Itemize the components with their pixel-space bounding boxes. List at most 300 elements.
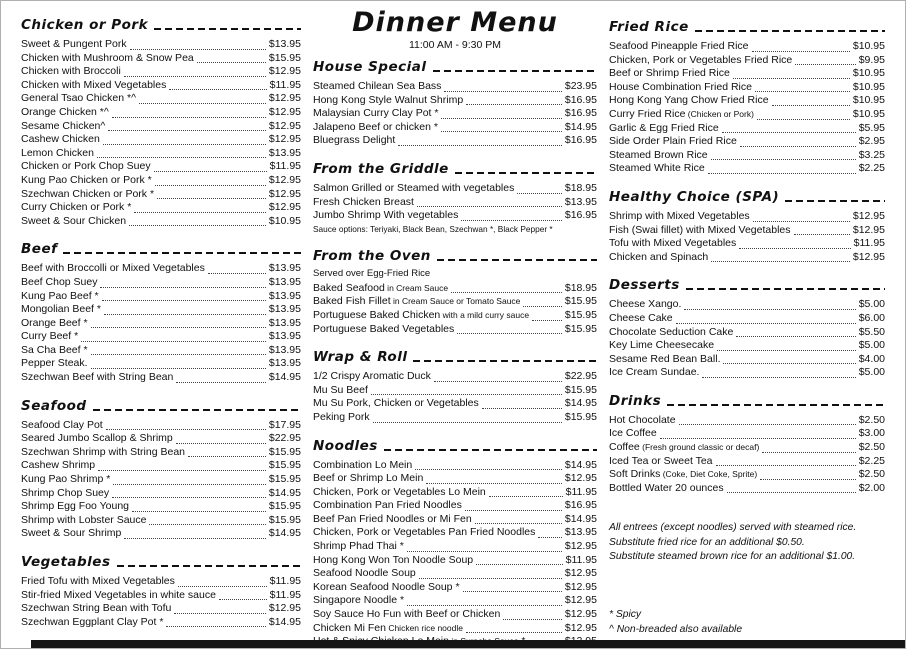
- menu-item: [313, 499, 597, 513]
- item-name: Kung Pao Shrimp *: [21, 473, 111, 486]
- menu-column-left: [21, 1, 301, 642]
- item-name: Baked Seafood in Cream Sauce: [313, 281, 449, 294]
- dot-leader: [708, 173, 856, 174]
- item-price: $12.95: [268, 65, 301, 78]
- menu-item: [609, 81, 885, 95]
- dot-leader: [489, 496, 563, 497]
- item-name: Malaysian Curry Clay Pot *: [313, 107, 439, 120]
- item-price: $12.95: [564, 594, 597, 607]
- item-price: $2.95: [858, 135, 885, 148]
- item-price: $14.95: [268, 527, 301, 540]
- menu-item: [609, 210, 885, 224]
- menu-item: [609, 135, 885, 149]
- item-price: $22.95: [564, 370, 597, 383]
- dot-leader: [100, 287, 265, 288]
- menu-item: [21, 262, 301, 276]
- item-name: Fish (Swai fillet) with Mixed Vegetables: [609, 223, 791, 236]
- dot-leader: [752, 51, 850, 52]
- footnote: All entrees (except noodles) served with steamed rice.: [609, 522, 857, 534]
- menu-item: [21, 487, 301, 501]
- menu-section: [21, 17, 301, 228]
- item-name: Side Order Plain Fried Rice: [609, 135, 737, 148]
- item-price: $18.95: [564, 181, 597, 194]
- footnote: Substitute steamed brown rice for an additional $1.00.: [609, 551, 856, 563]
- menu-item: [313, 397, 597, 411]
- dot-leader: [463, 591, 562, 592]
- section-title: Vegetables: [21, 554, 111, 570]
- item-price: $5.00: [858, 339, 885, 352]
- menu-item: [313, 209, 597, 223]
- section-header: [313, 349, 597, 365]
- item-name: Chicken and Spinach: [609, 250, 709, 263]
- dot-leader: [476, 564, 563, 565]
- menu-item: [313, 323, 597, 337]
- menu-column-right: [609, 1, 885, 637]
- dot-leader: [104, 314, 266, 315]
- menu-item: [609, 326, 885, 340]
- menu-item: [609, 237, 885, 251]
- dot-leader: [757, 119, 850, 120]
- item-name: House Combination Fried Rice: [609, 80, 752, 93]
- section-subnote: Served over Egg-Fried Rice: [313, 267, 431, 279]
- dot-leader: [112, 497, 266, 498]
- item-name: Sesame Red Bean Ball.: [609, 352, 721, 365]
- footnote: Substitute fried rice for an additional $0.50.: [609, 536, 805, 548]
- item-name: Sweet & Pungent Pork: [21, 38, 127, 50]
- section-title: Wrap & Roll: [313, 349, 408, 366]
- item-name: Bottled Water 20 ounces: [609, 481, 724, 494]
- item-price: $5.95: [858, 121, 885, 134]
- item-name: Combination Lo Mein: [313, 458, 413, 471]
- menu-item: [21, 473, 301, 487]
- menu-item: [313, 282, 597, 296]
- menu-section: [313, 248, 597, 336]
- menu-item: [313, 459, 597, 473]
- dot-leader: [717, 350, 856, 351]
- menu-item: [21, 527, 301, 541]
- item-name: Kung Pao Beef *: [21, 289, 99, 302]
- menu-item: [609, 149, 885, 163]
- dot-leader: [139, 103, 266, 104]
- bottom-rule-bar: [31, 640, 905, 648]
- item-name: Ice Coffee: [609, 427, 657, 440]
- dot-leader: [178, 586, 267, 587]
- item-name: Sweet & Sour Chicken: [21, 214, 127, 227]
- menu-item: [313, 581, 597, 595]
- dot-leader: [517, 193, 562, 194]
- dot-leader: [157, 198, 266, 199]
- item-name: Chicken, Pork or Vegetables Fried Rice: [609, 53, 793, 66]
- section-title: Beef: [21, 241, 58, 258]
- section-header: [313, 161, 597, 177]
- menu-item: [313, 554, 597, 568]
- menu-item: [21, 616, 301, 630]
- item-name-small: in Cream Sauce: [384, 282, 449, 293]
- dot-leader: [129, 225, 266, 226]
- item-price: $18.95: [564, 281, 597, 294]
- menu-item: [609, 312, 885, 326]
- item-name: Soy Sauce Ho Fun with Beef or Chicken: [313, 608, 501, 621]
- menu-column-center: [313, 1, 597, 649]
- menu-section: [313, 349, 597, 424]
- item-price: $15.95: [268, 473, 301, 486]
- dot-leader: [91, 368, 266, 369]
- item-name: Sweet & Sour Shrimp: [21, 527, 122, 540]
- item-name: Jalapeno Beef or chicken *: [313, 120, 438, 133]
- section-header: [21, 17, 301, 33]
- menu-item: [313, 526, 597, 540]
- menu-item: [313, 121, 597, 135]
- dot-leader: [679, 424, 856, 425]
- menu-item: [313, 608, 597, 622]
- item-name: Steamed Chilean Sea Bass: [313, 80, 442, 92]
- dot-leader: [149, 524, 265, 525]
- item-price: $2.25: [858, 162, 885, 175]
- item-name: Chicken with Broccoli: [21, 65, 121, 78]
- menu-item: [21, 188, 301, 202]
- section-title: House Special: [313, 59, 427, 75]
- menu-item: [21, 160, 301, 174]
- menu-item: [21, 344, 301, 358]
- item-name: Fresh Chicken Breast: [313, 195, 414, 208]
- item-name: Curry Fried Rice (Chicken or Pork): [609, 107, 754, 120]
- dot-leader: [727, 492, 856, 493]
- item-price: $14.95: [268, 615, 301, 628]
- menu-section: [313, 59, 597, 148]
- dot-leader: [197, 62, 266, 63]
- menu-item: [609, 40, 885, 54]
- item-price: $12.95: [564, 608, 597, 621]
- item-price: $3.25: [858, 148, 885, 161]
- item-price: $14.95: [268, 371, 301, 384]
- menu-item: [609, 54, 885, 68]
- menu-item: [313, 567, 597, 581]
- dot-leader: [733, 78, 850, 79]
- item-price: $10.95: [852, 94, 885, 107]
- item-name: Lemon Chicken: [21, 146, 94, 159]
- item-name: Cashew Shrimp: [21, 459, 96, 472]
- menu-item: [609, 298, 885, 312]
- menu-item: [609, 224, 885, 238]
- dash-rule: [154, 28, 301, 30]
- dot-leader: [208, 273, 266, 274]
- dot-leader: [419, 578, 562, 579]
- menu-section: [313, 161, 597, 235]
- section-title: Noodles: [313, 437, 378, 454]
- menu-item: [609, 414, 885, 428]
- item-name: Hot Chocolate: [609, 413, 676, 426]
- item-price: $2.50: [858, 413, 885, 426]
- dot-leader: [188, 456, 266, 457]
- item-price: $23.95: [564, 80, 597, 92]
- item-name: Portuguese Baked Vegetables: [313, 322, 455, 335]
- item-name: Ice Cream Sundae.: [609, 366, 700, 379]
- menu-item: [313, 182, 597, 196]
- legend-non-breaded: ^ Non-breaded also available: [609, 623, 743, 635]
- item-price: $4.00: [858, 352, 885, 365]
- section-title: Desserts: [609, 277, 680, 294]
- section-header: [313, 59, 597, 75]
- item-name: Tofu with Mixed Vegetables: [609, 237, 737, 250]
- item-price: $12.95: [268, 602, 301, 615]
- dot-leader: [684, 309, 855, 310]
- item-name-small: with a mild curry sauce: [440, 309, 530, 320]
- item-name: Singapore Noodle *: [313, 594, 405, 607]
- item-price: $5.50: [858, 325, 885, 338]
- item-price: $13.95: [268, 262, 301, 275]
- item-price: $22.95: [268, 432, 301, 445]
- menu-item: [313, 107, 597, 121]
- menu-section: [609, 393, 885, 496]
- item-name: Shrimp with Lobster Sauce: [21, 513, 147, 526]
- item-price: $12.95: [852, 209, 885, 222]
- item-name: Steamed Brown Rice: [609, 148, 708, 161]
- item-price: $15.95: [564, 383, 597, 396]
- menu-item: [609, 67, 885, 81]
- item-price: $10.95: [268, 214, 301, 227]
- dash-rule: [433, 70, 598, 72]
- menu-section: [609, 19, 885, 176]
- item-name: Szechwan Chicken or Pork *: [21, 187, 155, 200]
- menu-item: [609, 339, 885, 353]
- item-name: Chicken, Pork or Vegetables Pan Fried Noodles: [313, 526, 536, 539]
- item-price: $2.00: [858, 481, 885, 494]
- dot-leader: [132, 511, 266, 512]
- menu-item: [609, 482, 885, 496]
- item-name: Seafood Clay Pot: [21, 418, 103, 431]
- dot-leader: [736, 336, 855, 337]
- dot-leader: [503, 619, 562, 620]
- symbol-legend: [609, 607, 885, 637]
- section-header: [313, 248, 597, 264]
- dot-leader: [373, 422, 562, 423]
- dot-leader: [398, 145, 562, 146]
- section-title: Fried Rice: [609, 19, 689, 35]
- dot-leader: [538, 537, 562, 538]
- item-price: $12.95: [564, 580, 597, 593]
- item-name: Shrimp Chop Suey: [21, 486, 110, 499]
- dot-leader: [532, 320, 562, 321]
- menu-item: [609, 122, 885, 136]
- item-price: $12.95: [564, 540, 597, 553]
- item-price: $14.95: [564, 120, 597, 133]
- item-name: Curry Chicken or Pork *: [21, 201, 132, 214]
- item-name: Beef Chop Suey: [21, 275, 98, 288]
- menu-item: [21, 106, 301, 120]
- dot-leader: [166, 626, 265, 627]
- item-name: Soft Drinks (Coke, Diet Coke, Sprite): [609, 468, 758, 481]
- item-price: $12.95: [564, 621, 597, 634]
- item-name: Chocolate Seduction Cake: [609, 325, 734, 338]
- item-price: $13.95: [268, 357, 301, 370]
- item-name: Hong Kong Yang Chow Fried Rice: [609, 94, 769, 107]
- item-name: Mu Su Pork, Chicken or Vegetables: [313, 397, 479, 410]
- item-name: Chicken with Mushroom & Snow Pea: [21, 51, 194, 64]
- item-name: Seafood Noodle Soup: [313, 567, 416, 580]
- item-name: Beef with Broccolli or Mixed Vegetables: [21, 262, 205, 275]
- dash-rule: [686, 288, 885, 290]
- dot-leader: [124, 76, 266, 77]
- item-price: $15.95: [268, 513, 301, 526]
- dot-leader: [451, 292, 562, 293]
- legend-spicy: * Spicy: [609, 608, 642, 620]
- item-price: $14.95: [564, 458, 597, 471]
- item-name: Baked Fish Fillet in Cream Sauce or Tomato Sauce: [313, 295, 521, 308]
- item-price: $12.95: [268, 173, 301, 186]
- item-name: Cheese Xango.: [609, 298, 682, 311]
- item-price: $9.95: [858, 53, 885, 66]
- menu-item: [21, 602, 301, 616]
- item-name: Seared Jumbo Scallop & Shrimp: [21, 432, 173, 445]
- dot-leader: [112, 117, 266, 118]
- dot-leader: [91, 327, 266, 328]
- dot-leader: [426, 483, 562, 484]
- dot-leader: [676, 323, 856, 324]
- section-header: [21, 554, 301, 570]
- item-name: Curry Beef *: [21, 330, 79, 343]
- dot-leader: [130, 49, 266, 50]
- item-name: Hong Kong Style Walnut Shrimp: [313, 93, 464, 106]
- item-name: Garlic & Egg Fried Rice: [609, 121, 719, 134]
- dot-leader: [154, 171, 267, 172]
- menu-item: [609, 468, 885, 482]
- item-note: Sauce options: Teriyaki, Black Bean, Szechwan *, Black Pepper *: [313, 223, 553, 234]
- item-price: $13.95: [268, 330, 301, 343]
- dash-rule: [695, 30, 885, 32]
- dot-leader: [444, 91, 561, 92]
- menu-item: [21, 174, 301, 188]
- menu-item: [21, 201, 301, 215]
- dot-leader: [772, 105, 850, 106]
- menu-item: [313, 196, 597, 210]
- dot-leader: [219, 599, 267, 600]
- item-name: Hong Kong Won Ton Noodle Soup: [313, 553, 474, 566]
- dot-leader: [465, 510, 562, 511]
- dot-leader: [97, 157, 266, 158]
- item-name: Pepper Steak.: [21, 357, 88, 370]
- dash-rule: [117, 565, 302, 567]
- section-header: [609, 393, 885, 409]
- menu-item: [313, 295, 597, 309]
- item-name: Beef Pan Fried Noodles or Mi Fen: [313, 512, 472, 525]
- dot-leader: [417, 206, 562, 207]
- section-title: Drinks: [609, 392, 662, 409]
- item-name: Mu Su Beef: [313, 383, 368, 396]
- item-name: Chicken, Pork or Vegetables Lo Mein: [313, 485, 486, 498]
- dot-leader: [134, 212, 266, 213]
- item-name: Shrimp with Mixed Vegetables: [609, 209, 750, 222]
- item-price: $12.95: [268, 133, 301, 146]
- item-name: Jumbo Shrimp With vegetables: [313, 209, 459, 222]
- menu-item: [313, 540, 597, 554]
- item-name: Coffee (Fresh ground classic or decaf): [609, 441, 760, 454]
- item-price: $10.95: [852, 107, 885, 120]
- dot-leader: [762, 452, 855, 453]
- item-name-small: (Fresh ground classic or decaf): [639, 442, 760, 453]
- dot-leader: [155, 185, 266, 186]
- item-name: Sesame Chicken^: [21, 119, 106, 132]
- dash-rule: [785, 200, 885, 202]
- section-header: [21, 398, 301, 414]
- menu-item: [313, 134, 597, 148]
- item-price: $14.95: [268, 486, 301, 499]
- menu-item: [609, 108, 885, 122]
- menu-column-right-sections: [609, 19, 885, 495]
- menu-item: [21, 419, 301, 433]
- dot-leader: [711, 261, 850, 262]
- menu-item: [21, 589, 301, 603]
- dot-leader: [753, 221, 850, 222]
- dot-leader: [755, 91, 850, 92]
- dot-leader: [740, 146, 856, 147]
- item-price: $6.00: [858, 311, 885, 324]
- item-name: Mongolian Beef *: [21, 303, 101, 316]
- dash-rule: [455, 172, 597, 174]
- item-name-small: (Coke, Diet Coke, Sprite): [660, 469, 758, 480]
- footnotes: [609, 521, 885, 565]
- dot-leader: [407, 605, 562, 606]
- item-name: Orange Chicken *^: [21, 105, 109, 118]
- item-name: Bluegrass Delight: [313, 134, 396, 147]
- menu-item: [609, 455, 885, 469]
- menu-item: [609, 366, 885, 380]
- item-price: $12.95: [268, 92, 301, 105]
- item-price: $11.95: [269, 588, 301, 601]
- menu-section: [609, 277, 885, 380]
- menu-item: [313, 309, 597, 323]
- dot-leader: [103, 144, 266, 145]
- menu-item: [313, 513, 597, 527]
- item-price: $10.95: [852, 67, 885, 80]
- dot-leader: [102, 300, 266, 301]
- item-name: Orange Beef *: [21, 316, 88, 329]
- title-block: [313, 7, 597, 51]
- item-price: $13.95: [564, 195, 597, 208]
- item-price: $15.95: [268, 459, 301, 472]
- menu-section: [21, 398, 301, 541]
- item-price: $12.95: [564, 472, 597, 485]
- dot-leader: [434, 381, 562, 382]
- menu-item: [313, 486, 597, 500]
- item-price: $12.95: [268, 105, 301, 118]
- dash-rule: [63, 252, 301, 254]
- dot-leader: [457, 333, 562, 334]
- item-name-small: Chicken rice noodle: [385, 622, 463, 633]
- item-name: Fried Tofu with Mixed Vegetables: [21, 575, 175, 587]
- dot-leader: [482, 408, 562, 409]
- item-name: Sa Cha Beef *: [21, 343, 88, 356]
- item-name: Szechwan Beef with String Bean: [21, 371, 174, 384]
- section-header: [609, 277, 885, 293]
- item-name: Salmon Grilled or Steamed with vegetables: [313, 181, 515, 194]
- item-price: $15.95: [268, 51, 301, 64]
- item-name: Seafood Pineapple Fried Rice: [609, 40, 749, 52]
- section-title: From the Griddle: [313, 160, 449, 177]
- menu-item: [21, 446, 301, 460]
- item-price: $15.95: [564, 308, 597, 321]
- item-name: Shrimp Egg Foo Young: [21, 500, 129, 513]
- item-name-small: (Chicken or Pork): [685, 108, 754, 119]
- item-name: Chicken Mi Fen Chicken rice noodle: [313, 621, 463, 634]
- item-name: Beef or Shrimp Lo Mein: [313, 472, 424, 485]
- item-price: $13.95: [268, 303, 301, 316]
- item-price: $15.95: [268, 445, 301, 458]
- service-hours: 11:00 AM - 9:30 PM: [408, 39, 502, 51]
- item-name: Combination Pan Fried Noodles: [313, 499, 462, 512]
- item-price: $12.95: [268, 119, 301, 132]
- item-price: $11.95: [269, 78, 301, 91]
- section-header: [313, 438, 597, 454]
